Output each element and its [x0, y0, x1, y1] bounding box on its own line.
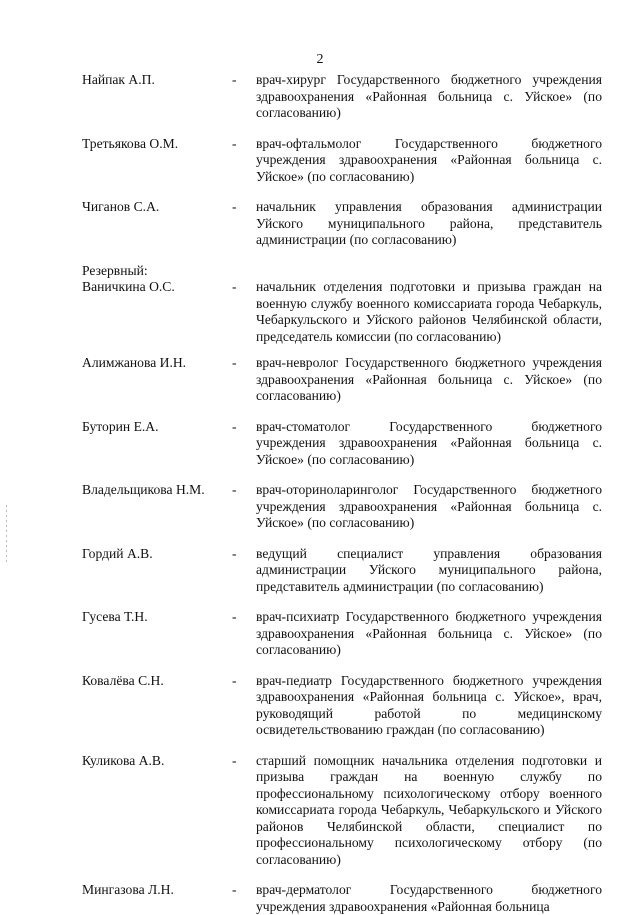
member-role: врач-психиатр Государственного бюджетного учреждения здравоохранения «Районная больница с. Уйское» (по согласованию) — [256, 609, 602, 659]
member-entry — [82, 419, 602, 469]
member-dash: - — [232, 72, 256, 89]
member-entry — [82, 609, 602, 659]
member-role: врач-стоматолог Государственного бюджетного учреждения здравоохранения «Районная больница с. Уйское» (по согласованию) — [256, 419, 602, 469]
member-entry — [82, 882, 602, 915]
commission-member-list — [82, 72, 602, 915]
member-role: врач-дерматолог Государственного бюджетного учреждения здравоохранения «Районная больница — [256, 882, 602, 915]
member-entry — [82, 136, 602, 186]
member-entry — [82, 546, 602, 596]
member-entry — [82, 279, 602, 345]
member-role: старший помощник начальника отделения подготовки и призыва граждан на военную службу по профессиональному психологическому отбору военного комиссариата города Чебаркуль, Чебаркульского и Уйского районов Челябинской области, специалист по профессиональному психологическому отбору (по согласованию) — [256, 753, 602, 869]
member-name: Ваничкина О.С. — [82, 279, 232, 296]
member-entry — [82, 199, 602, 249]
member-name: Мингазова Л.Н. — [82, 882, 232, 899]
member-dash: - — [232, 355, 256, 372]
member-entry — [82, 72, 602, 122]
scan-margin-mark — [6, 505, 7, 565]
member-name: Владельщикова Н.М. — [82, 482, 232, 499]
member-dash: - — [232, 673, 256, 690]
member-entry — [82, 482, 602, 532]
member-role: ведущий специалист управления образования администрации Уйского муниципального района, представитель администрации (по согласованию) — [256, 546, 602, 596]
member-dash: - — [232, 482, 256, 499]
member-name: Гордий А.В. — [82, 546, 232, 563]
member-name: Найпак А.П. — [82, 72, 232, 89]
member-role: врач-хирург Государственного бюджетного учреждения здравоохранения «Районная больница с. Уйское» (по согласованию) — [256, 72, 602, 122]
member-dash: - — [232, 753, 256, 770]
member-dash: - — [232, 136, 256, 153]
member-name: Ковалёва С.Н. — [82, 673, 232, 690]
member-role: врач-педиатр Государственного бюджетного учреждения здравоохранения «Районная больница с. Уйское», врач, руководящий работой по медицинскому освидетельствованию граждан (по согласованию) — [256, 673, 602, 739]
member-name: Куликова А.В. — [82, 753, 232, 770]
member-role: врач-офтальмолог Государственного бюджетного учреждения здравоохранения «Районная больница с. Уйское» (по согласованию) — [256, 136, 602, 186]
member-dash: - — [232, 199, 256, 216]
member-dash: - — [232, 609, 256, 626]
member-entry — [82, 753, 602, 869]
member-name: Третьякова О.М. — [82, 136, 232, 153]
section-label-reserve: Резервный: — [82, 263, 602, 280]
member-dash: - — [232, 882, 256, 899]
member-name: Алимжанова И.Н. — [82, 355, 232, 372]
member-dash: - — [232, 419, 256, 436]
member-name: Буторин Е.А. — [82, 419, 232, 436]
member-name: Гусева Т.Н. — [82, 609, 232, 626]
member-name: Чиганов С.А. — [82, 199, 232, 216]
page-number: 2 — [0, 52, 640, 68]
section-main — [82, 72, 602, 249]
member-role: начальник отделения подготовки и призыва граждан на военную службу военного комиссариата города Чебаркуль, Чебаркульского и Уйского районов Челябинской области, председатель комиссии (по согласованию) — [256, 279, 602, 345]
member-entry — [82, 673, 602, 739]
member-dash: - — [232, 546, 256, 563]
member-entry — [82, 355, 602, 405]
member-role: врач-невролог Государственного бюджетного учреждения здравоохранения «Районная больница с. Уйское» (по согласованию) — [256, 355, 602, 405]
member-role: врач-оториноларинголог Государственного бюджетного учреждения здравоохранения «Районная больница с. Уйское» (по согласованию) — [256, 482, 602, 532]
member-role: начальник управления образования администрации Уйского муниципального района, представитель администрации (по согласованию) — [256, 199, 602, 249]
section-reserve — [82, 263, 602, 915]
member-dash: - — [232, 279, 256, 296]
